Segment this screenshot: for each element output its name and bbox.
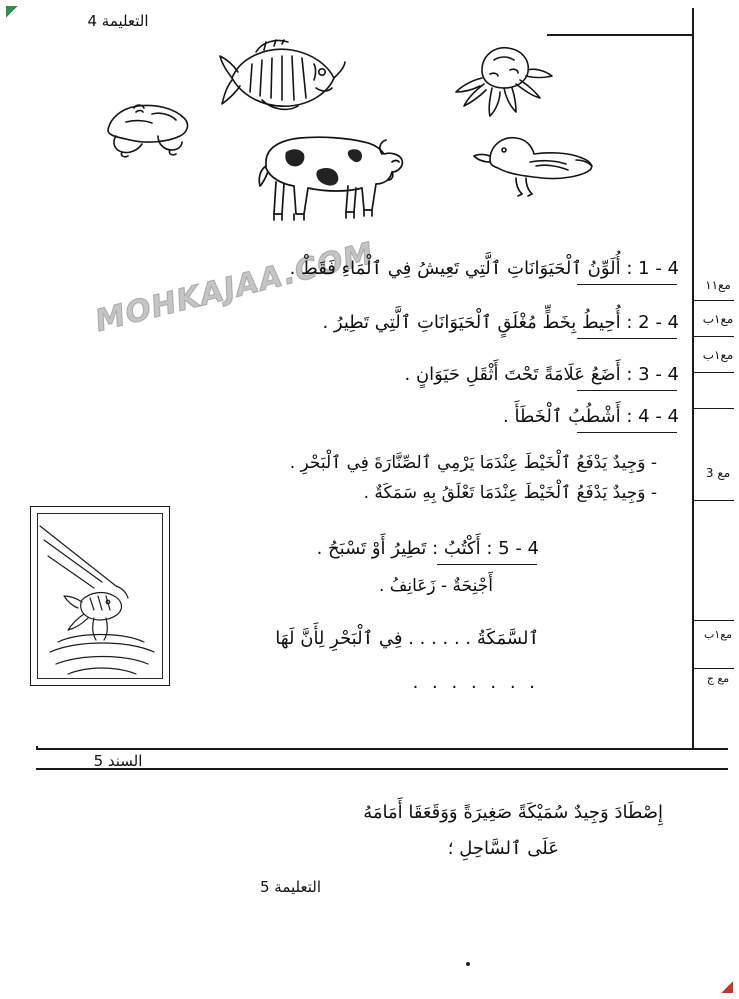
corner-mark-bottom-right: [721, 981, 733, 993]
octopus-drawing: [446, 40, 554, 124]
cow-drawing: [252, 122, 410, 240]
task-4-5: [317, 538, 539, 559]
margin-note-2: مع١ب: [702, 312, 734, 326]
task-4-4-text: أَشْطُبُ ٱلْخَطَأَ .: [503, 406, 621, 427]
task-4-5-colon: :: [480, 538, 493, 559]
task-4-1-colon: :: [620, 258, 633, 279]
task-4-2: [322, 312, 679, 333]
task-4-5-underline: [437, 564, 537, 565]
sentence-tail: فِي ٱلْبَحْرِ لِأَنَّ لَهَا: [275, 628, 403, 649]
task-4-4-underline: [577, 432, 677, 433]
margin-rule-3: [692, 372, 734, 373]
task-4-3: [405, 364, 680, 385]
task-4-3-text: أَضَعُ عَلَامَةً تَحْتَ أَثْقَلِ حَيَوَانٍ .: [404, 364, 621, 385]
margin-rule-4: [692, 408, 734, 409]
task-4-2-number: 4 - 2: [638, 312, 679, 333]
task-4-3-number: 4 - 3: [638, 364, 679, 385]
support-line-2: عَلَى ٱلسَّاحِلِ ؛: [447, 838, 559, 859]
statement-1: - وَجِيدٌ يَدْفَعُ ٱلْخَيْطَ عِنْدَمَا يَرْمِي ٱلصِّنَّارَةَ فِي ٱلْبَحْرِ .: [289, 453, 657, 473]
sentence-blank[interactable]: . . . . . .: [408, 628, 472, 649]
task-4-4-number: 4 - 4: [638, 406, 679, 427]
margin-rule-5: [692, 500, 734, 501]
task-4-2-text: أُحِيطُ بِخَطٍّ مُغْلَقٍ ٱلْحَيَوَانَاتِ ٱلَّتِي تَطِيرُ .: [322, 312, 621, 333]
task-4-3-colon: :: [620, 364, 633, 385]
margin-note-5: مع١ب: [703, 628, 733, 641]
margin-note-3: مع١ب: [702, 348, 734, 362]
margin-note-1: مع١١: [705, 278, 731, 292]
task-4-2-underline: [577, 338, 677, 339]
fish-drawing: [218, 34, 346, 118]
support-line-1: إِصْطَادَ وَجِيدٌ سُمَيْكَةً صَغِيرَةً وَوَقَعَقَا أَمَامَهُ: [363, 802, 663, 823]
header-rule: [547, 34, 692, 36]
task-4-4: [503, 406, 679, 427]
margin-rule-2: [692, 336, 734, 337]
instruction-5-heading: التعليمة 5: [259, 878, 321, 896]
margin-rule-1: [692, 300, 734, 301]
frog-drawing: [100, 92, 200, 162]
corner-mark-top-left: [6, 6, 18, 18]
watermark: MOHKAJAA.COM: [91, 236, 378, 340]
task-4-5-hint: أَجْنِحَةٌ - زَعَانِفُ .: [378, 576, 493, 596]
page-bottom-dot: [466, 962, 470, 966]
task-4-1-number: 4 - 1: [638, 258, 679, 279]
task-4-1-underline: [577, 284, 677, 285]
fisherman-photo-inner: [37, 513, 163, 679]
sentence-subject: ٱلسَّمَكَةُ: [476, 628, 539, 649]
task-4-3-underline: [577, 390, 677, 391]
margin-rule-7: [692, 668, 734, 669]
support-label: السند 5: [93, 752, 143, 770]
bird-drawing: [470, 126, 596, 198]
fill-in-sentence: [275, 628, 539, 649]
margin-note-6: مع ج: [706, 672, 730, 685]
task-4-1-text: أُلَوِّنُ ٱلْحَيَوَانَاتِ ٱلَّتِي تَعِيشُ فِي ٱلْمَاءِ فَقَطْ .: [289, 258, 621, 279]
margin-column-divider: [692, 8, 694, 750]
task-4-2-colon: :: [620, 312, 633, 333]
task-4-5-text: أَكْتُبُ : تَطِيرُ أَوْ تَسْبَحُ .: [316, 538, 481, 559]
fisherman-photo-frame: [30, 506, 170, 686]
task-4-4-colon: :: [620, 406, 633, 427]
margin-note-4: مع 3: [705, 466, 731, 480]
margin-rule-6: [692, 620, 734, 621]
statement-2: - وَجِيدٌ يَدْفَعُ ٱلْخَيْطَ عِنْدَمَا تَعْلَقُ بِهِ سَمَكَةٌ .: [363, 483, 657, 503]
task-4-5-number: 4 - 5: [498, 538, 539, 559]
answer-blank-line[interactable]: . . . . . . .: [412, 672, 539, 693]
instruction-4-heading: التعليمة 4: [87, 12, 149, 30]
task-4-1: [290, 258, 679, 279]
section-divider-top: [36, 748, 728, 750]
